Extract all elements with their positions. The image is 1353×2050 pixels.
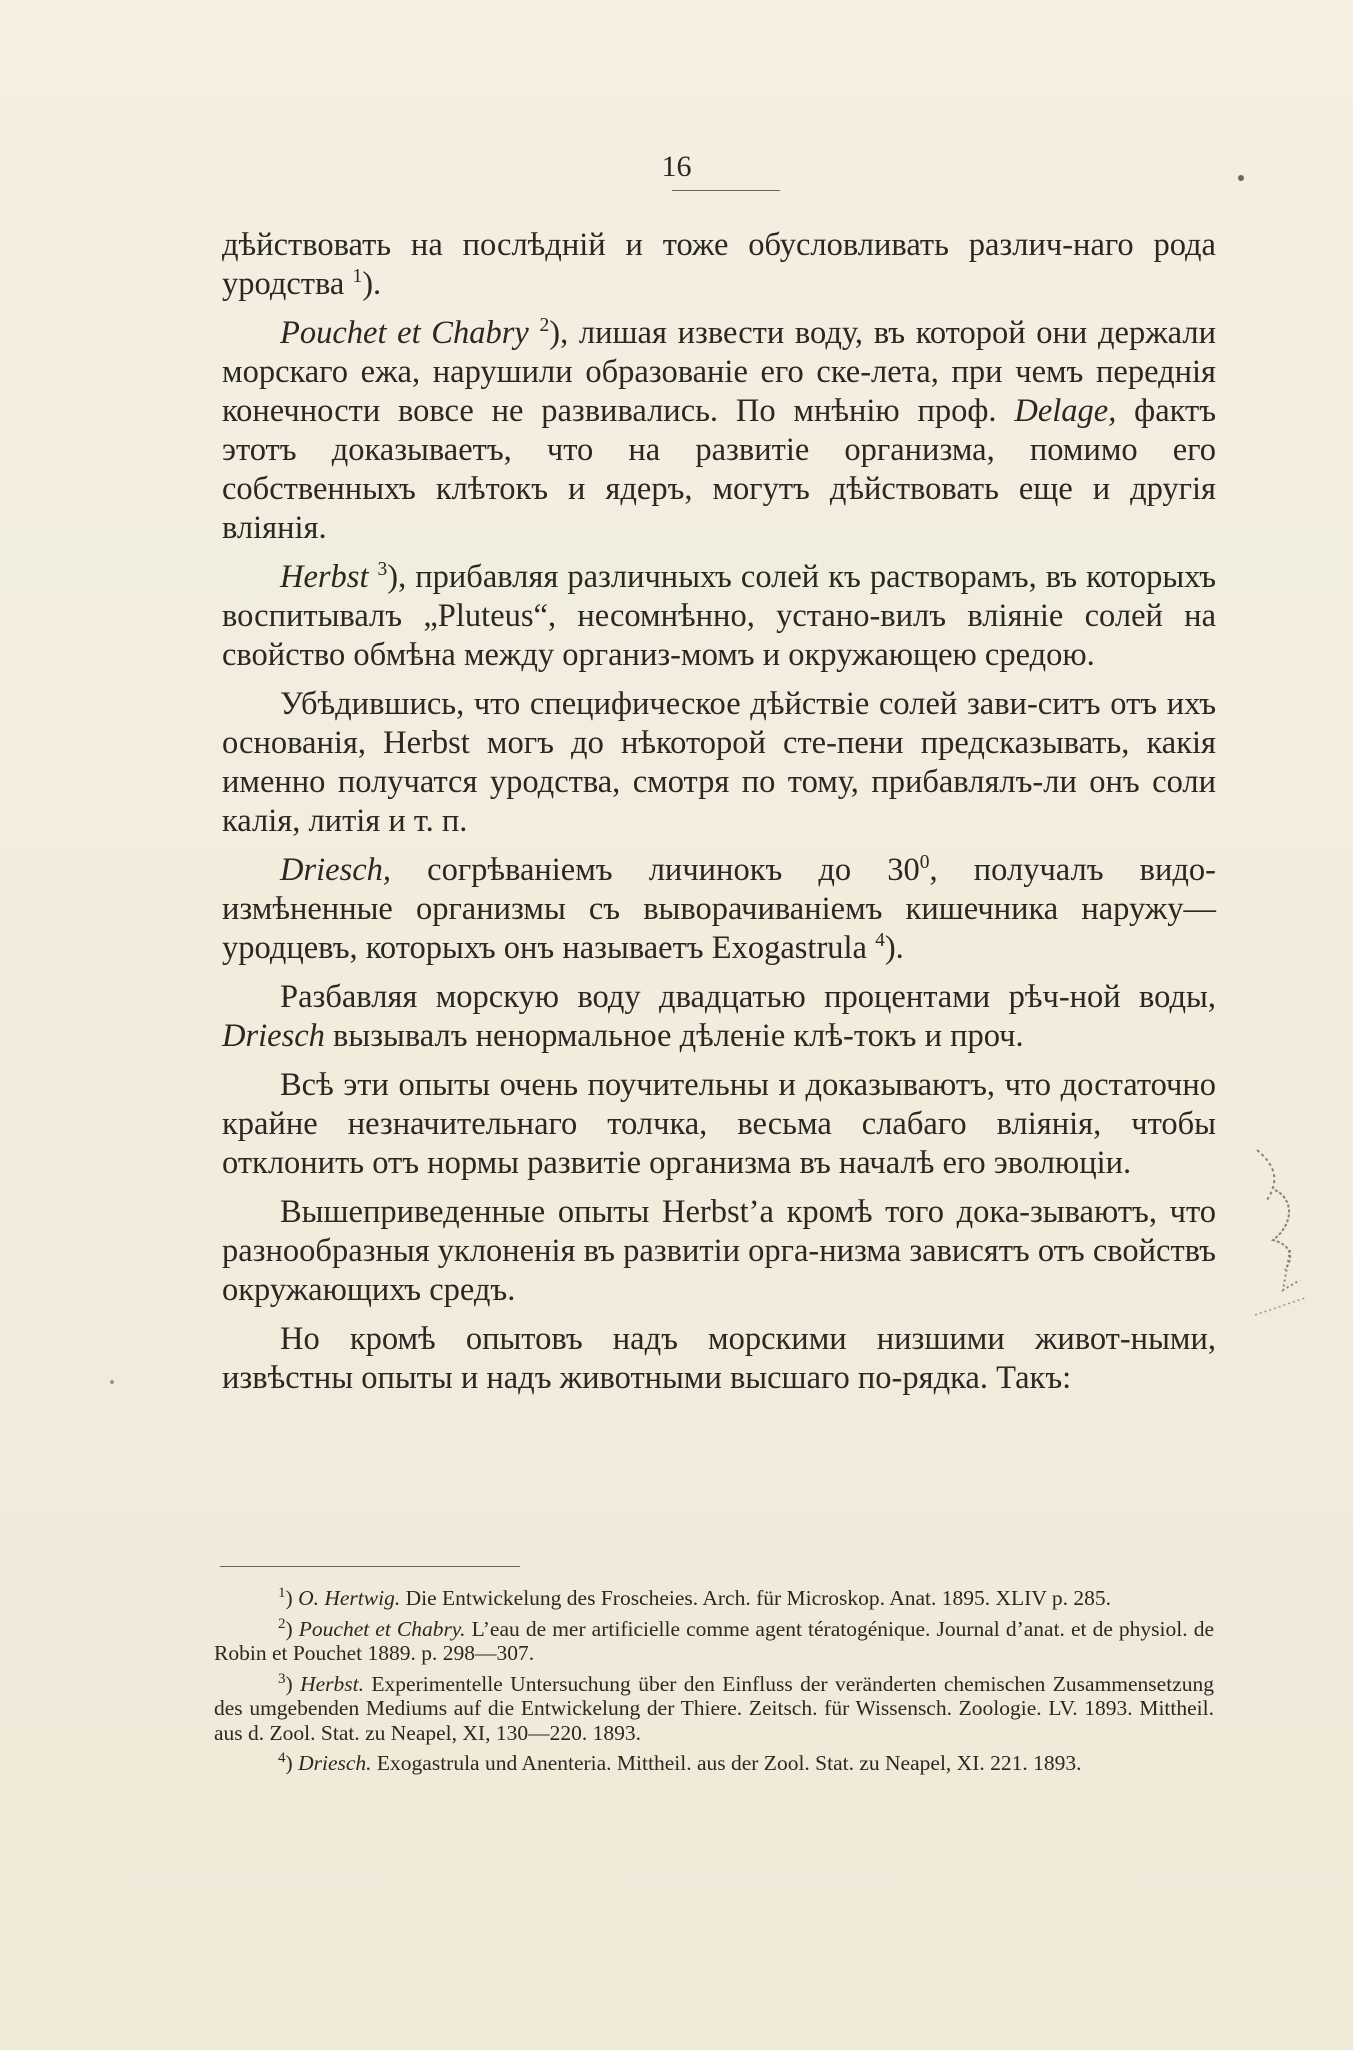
text-run (368, 559, 377, 595)
footnote-number: 1 (278, 1584, 286, 1601)
paragraph (222, 978, 1216, 1056)
footnote-reference: 2 (539, 315, 550, 337)
italic-name: Driesch (222, 1018, 325, 1054)
footnote-number-paren: ) (285, 1616, 299, 1641)
text-run: ), прибавляя различныхъ солей къ растворамъ, въ которыхъ воспитывалъ „Pluteus“, несомнѣнно, устано-вилъ вліяніе солей на свойство обмѣна между организ-момъ и окружающею средою. (222, 559, 1217, 673)
text-run: Exogastrula und Anenteria. Mittheil. aus der Zool. Stat. zu Neapel, XI. 221. 1893. (371, 1751, 1082, 1775)
text-run: Всѣ эти опыты очень поучительны и доказываютъ, что достаточно крайне незначительнаго толчка, весьма слабаго вліянія, чтобы отклонить отъ нормы развитіе организма въ началѣ его эволюціи. (222, 1067, 1216, 1181)
footnote-number-paren: ) (285, 1586, 299, 1610)
italic-name: Driesch. (298, 1751, 372, 1775)
text-run: Die Entwickelung des Froscheies. Arch. für Microskop. Anat. 1895. XLIV p. 285. (400, 1586, 1111, 1610)
footnote-number: 4 (278, 1749, 286, 1766)
footnote-number: 2 (278, 1615, 286, 1632)
text-run: Разбавляя морскую воду двадцатью процентами рѣч-ной воды, (280, 979, 1216, 1015)
footnote (214, 1586, 1214, 1611)
main-text (222, 226, 1216, 1398)
paragraph (222, 558, 1216, 675)
footnote-reference: 1 (352, 266, 363, 288)
page-number-rule (672, 190, 780, 191)
paragraph (222, 314, 1216, 548)
italic-name: Pouchet et Chabry. (298, 1616, 466, 1641)
footnotes (214, 1586, 1214, 1782)
footnote-separator (220, 1566, 520, 1567)
margin-pencil-mark (1245, 1130, 1315, 1320)
pencil-stroke (1283, 1250, 1300, 1290)
paragraph (222, 851, 1216, 968)
italic-name: O. Hertwig. (298, 1586, 401, 1610)
text-run: фактъ этотъ доказываетъ, что на развитіе организма, помимо его собственныхъ клѣтокъ и ядеръ, могутъ дѣйствовать еще и другія вліянія. (222, 393, 1216, 546)
italic-name: Delage, (1014, 393, 1117, 429)
text-run: дѣйствовать на послѣдній и тоже обусловливать различ-наго рода уродства (222, 227, 1216, 302)
footnote (214, 1751, 1214, 1776)
pencil-stroke (1257, 1150, 1274, 1200)
paragraph (222, 1320, 1216, 1398)
text-run: Но кромѣ опытовъ надъ морскими низшими живот-ными, извѣстны опыты и надъ животными высшаго по-рядка. Такъ: (222, 1321, 1216, 1396)
footnote-number-paren: ) (285, 1751, 299, 1775)
italic-name: Pouchet et Chabry (280, 315, 529, 351)
footnote-reference: 3 (377, 559, 388, 581)
paragraph (222, 685, 1216, 841)
footnote-number-paren: ) (285, 1671, 301, 1696)
text-run (529, 315, 540, 351)
text-run: согрѣваніемъ личинокъ до 30 (391, 852, 920, 888)
paper-speck (110, 1380, 114, 1384)
paper-speck (1238, 175, 1244, 181)
italic-name: Driesch, (280, 852, 392, 888)
paragraph (222, 1193, 1216, 1310)
text-run: Experimentelle Untersuchung über den Einfluss der veränderten chemischen Zusammensetzung des umgebenden Mediums auf die Entwickelung der Thiere. Zeitsch. für Wissensch. Zoologie. LV. 1893. Mittheil. aus d. Zool. Stat. zu Neapel, XI, 130—220. 1893. (214, 1671, 1214, 1745)
text-run: ). (362, 266, 382, 302)
text-run: , получалъ видо-измѣненные организмы съ выворачиваніемъ кишечника наружу—уродцевъ, которыхъ онъ называетъ Exogastrula (222, 852, 1216, 966)
text-run: ). (884, 930, 904, 966)
italic-name: Herbst. (300, 1671, 365, 1696)
footnote-reference: 4 (875, 930, 885, 952)
footnote (214, 1672, 1214, 1746)
text-run: ), лишая извести воду, въ которой они держали морскаго ежа, нарушили образованіе его ске-лета, при чемъ переднія конечности вовсе не развивались. По мнѣнію проф. (222, 315, 1216, 429)
text-run: вызывалъ ненормальное дѣленіе клѣ-токъ и проч. (324, 1018, 1024, 1054)
footnote-reference: 0 (919, 852, 930, 874)
text-run: Вышеприведенные опыты Herbst’a кромѣ того дока-зываютъ, что разнообразныя уклоненія въ развитіи орга-низма зависятъ отъ свойствъ окружающихъ средъ. (222, 1194, 1216, 1308)
paragraph (222, 1066, 1216, 1183)
text-run: Убѣдившись, что специфическое дѣйствіе солей зави-ситъ отъ ихъ основанія, Herbst могъ до нѣкоторой сте-пени предсказывать, какія именно получатся уродства, смотря по тому, прибавлялъ-ли онъ соли калія, литія и т. п. (222, 686, 1216, 839)
italic-name: Herbst (280, 559, 369, 595)
footnote-number: 3 (278, 1670, 286, 1687)
footnote (214, 1617, 1214, 1666)
paragraph (222, 226, 1216, 304)
pencil-stroke (1255, 1298, 1305, 1315)
page-number: 16 (661, 150, 692, 183)
text-run: L’eau de mer artificielle comme agent tératogénique. Journal d’anat. et de physiol. de Robin et Pouchet 1889. p. 298—307. (214, 1616, 1214, 1665)
pencil-stroke (1273, 1190, 1290, 1270)
